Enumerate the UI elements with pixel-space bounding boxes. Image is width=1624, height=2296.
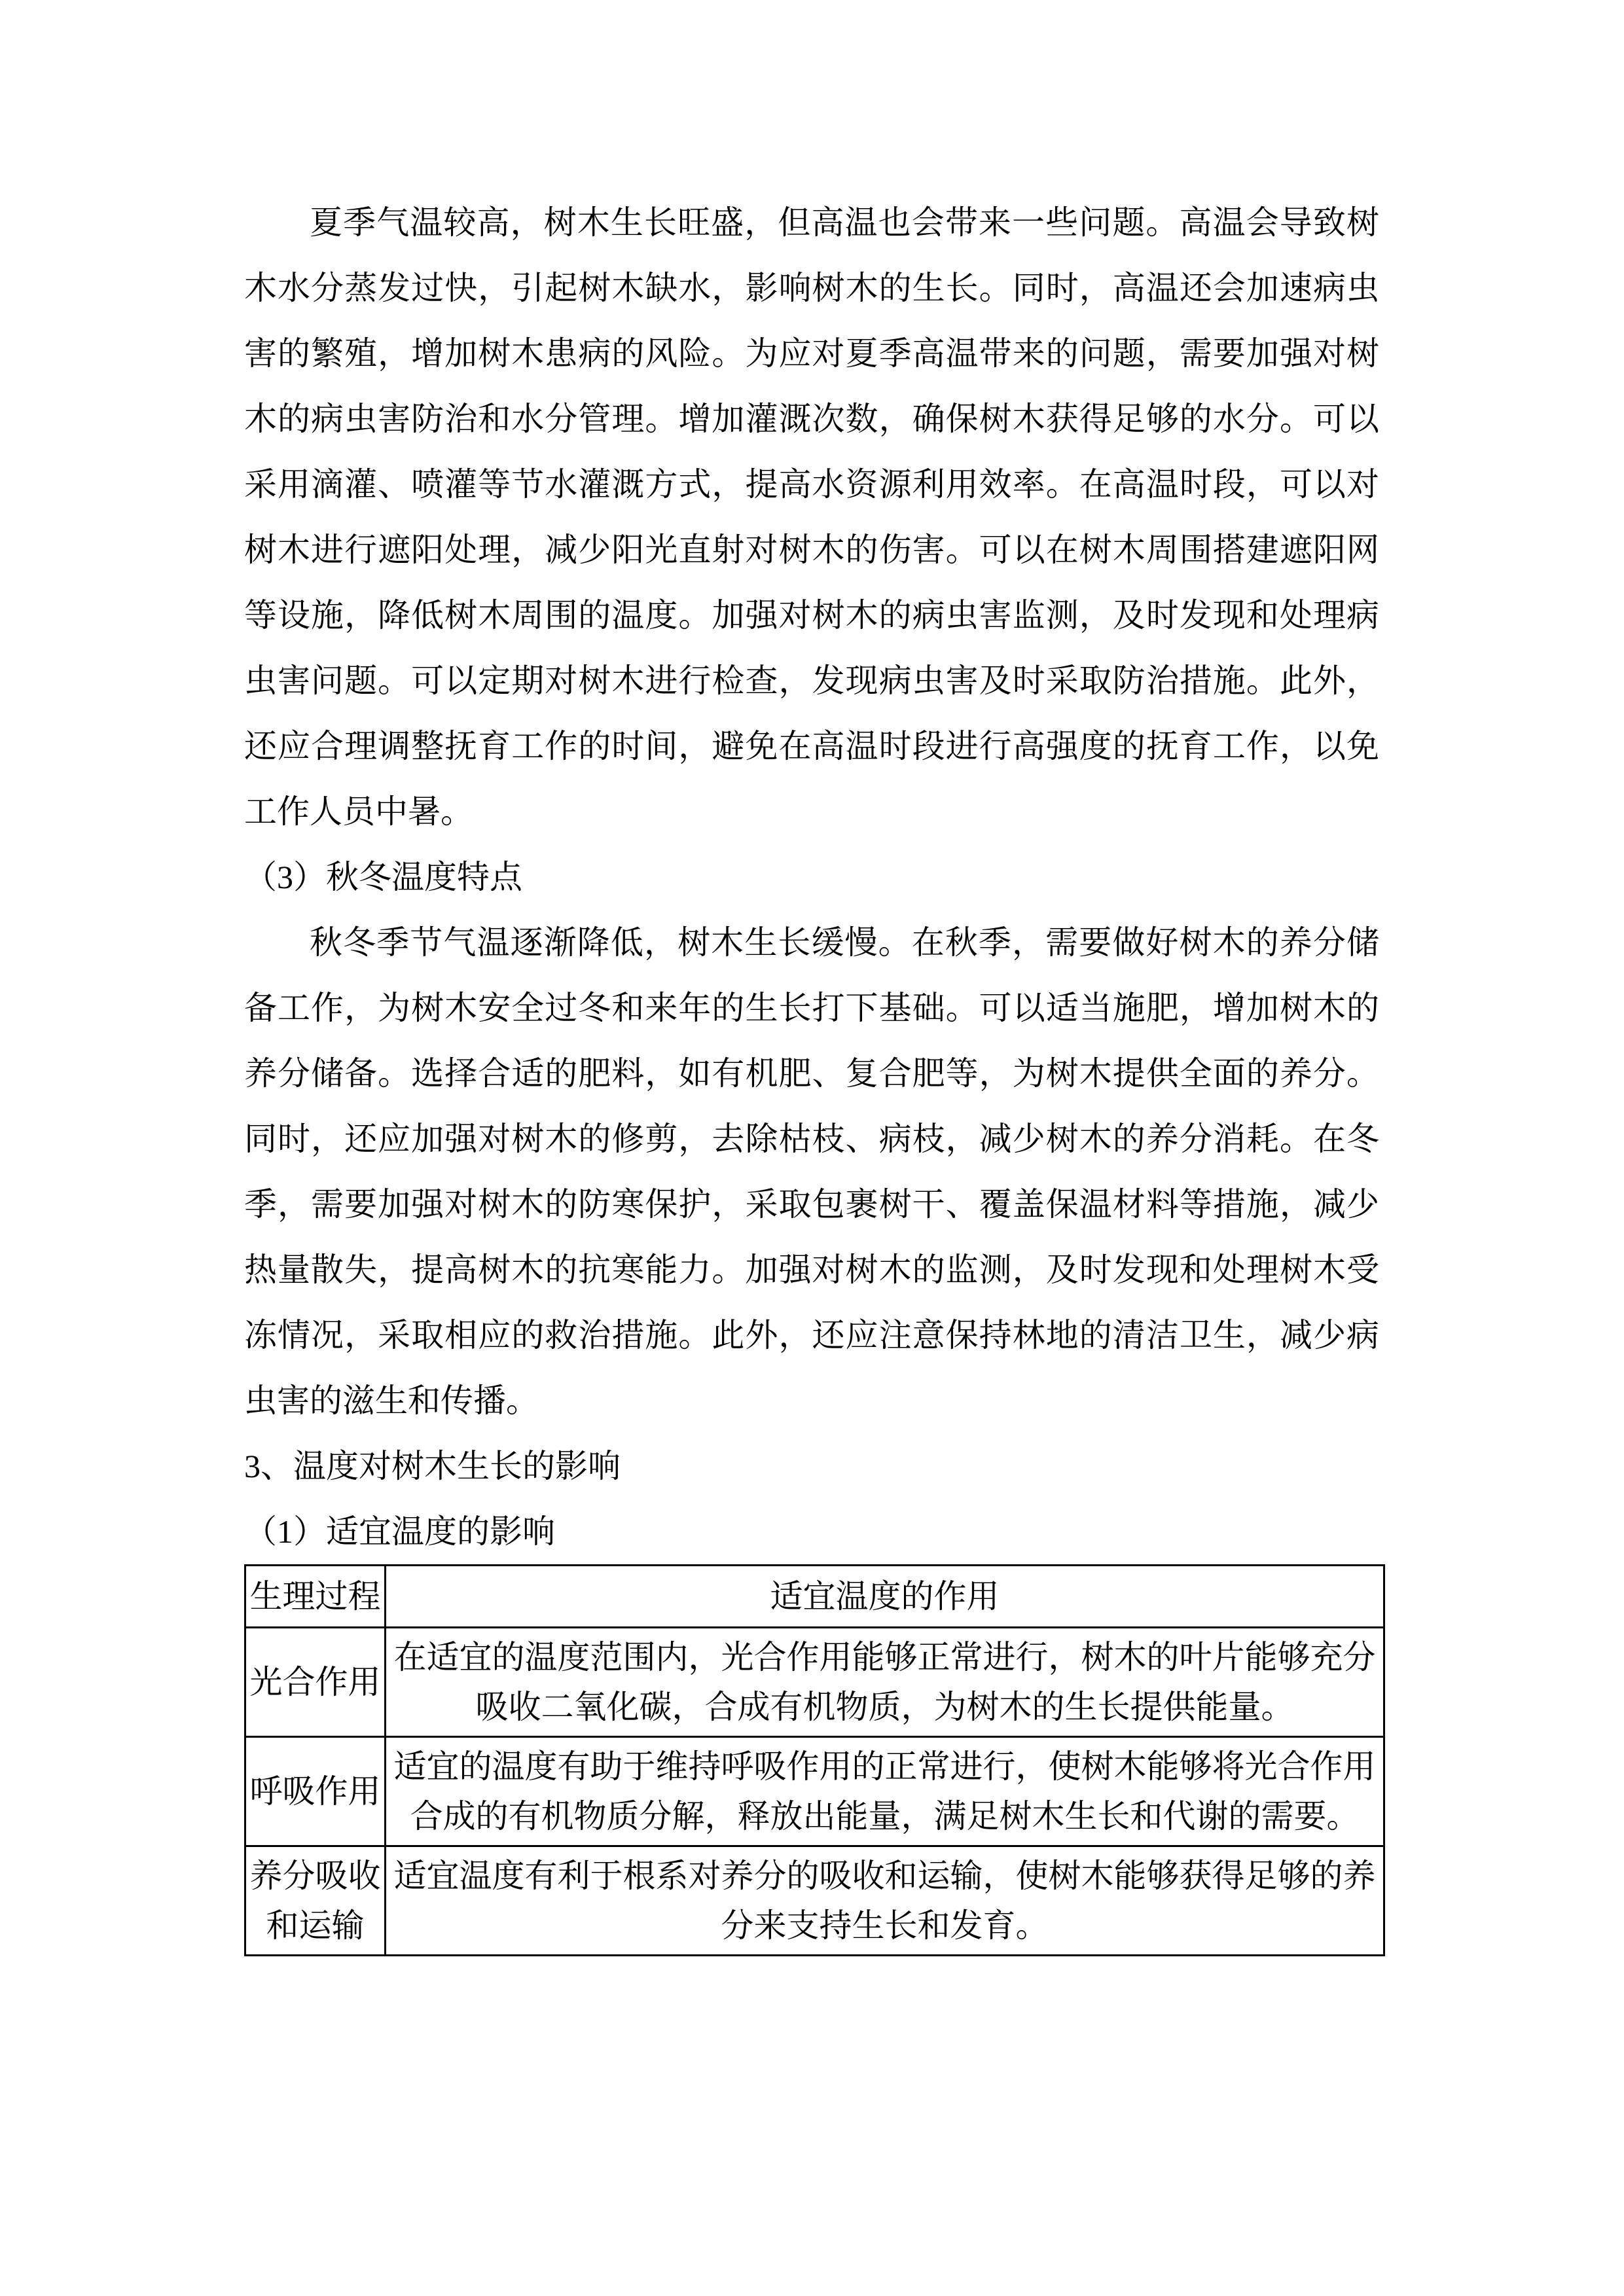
table-row-nutrient-absorption xyxy=(245,1846,1384,1956)
column-header-physiological-process: 生理过程 xyxy=(245,1566,386,1628)
suitable-temperature-table xyxy=(244,1564,1385,1956)
paragraph-summer-temperature: 夏季气温较高，树木生长旺盛，但高温也会带来一些问题。高温会导致树木水分蒸发过快，引起树木缺水，影响树木的生长。同时，高温还会加速病虫害的繁殖，增加树木患病的风险。为应对夏季高温带来的问题，需要加强对树木的病虫害防治和水分管理。增加灌溉次数，确保树木获得足够的水分。可以采用滴灌、喷灌等节水灌溉方式，提高水资源利用效率。在高温时段，可以对树木进行遮阳处理，减少阳光直射对树木的伤害。可以在树木周围搭建遮阳网等设施，降低树木周围的温度。加强对树木的病虫害监测，及时发现和处理病虫害问题。可以定期对树木进行检查，发现病虫害及时采取防治措施。此外，还应合理调整抚育工作的时间，避免在高温时段进行高强度的抚育工作，以免工作人员中暑。 xyxy=(244,204,1379,830)
cell-process-nutrient-absorption: 养分吸收和运输 xyxy=(245,1846,386,1956)
heading-suitable-temperature-effect: （1）适宜温度的影响 xyxy=(244,1513,555,1550)
table-header-row xyxy=(245,1566,1384,1628)
column-header-suitable-temperature-role: 适宜温度的作用 xyxy=(386,1566,1384,1628)
cell-effect-respiration: 适宜的温度有助于维持呼吸作用的正常进行，使树木能够将光合作用合成的有机物质分解，释放出能量，满足树木生长和代谢的需要。 xyxy=(386,1737,1384,1846)
paragraph-autumn-winter-management: 秋冬季节气温逐渐降低，树木生长缓慢。在秋季，需要做好树木的养分储备工作，为树木安全过冬和来年的生长打下基础。可以适当施肥，增加树木的养分储备。选择合适的肥料，如有机肥、复合肥等，为树木提供全面的养分。同时，还应加强对树木的修剪，去除枯枝、病枝，减少树木的养分消耗。在冬季，需要加强对树木的防寒保护，采取包裹树干、覆盖保温材料等措施，减少热量散失，提高树木的抗寒能力。加强对树木的监测，及时发现和处理树木受冻情况，采取相应的救治措施。此外，还应注意保持林地的清洁卫生，减少病虫害的滋生和传播。 xyxy=(244,924,1379,1419)
cell-effect-nutrient-absorption: 适宜温度有利于根系对养分的吸收和运输，使树木能够获得足够的养分来支持生长和发育。 xyxy=(386,1846,1384,1956)
cell-effect-photosynthesis: 在适宜的温度范围内，光合作用能够正常进行，树木的叶片能够充分吸收二氧化碳，合成有机物质，为树木的生长提供能量。 xyxy=(386,1628,1384,1737)
cell-process-photosynthesis: 光合作用 xyxy=(245,1628,386,1737)
table-row-respiration xyxy=(245,1737,1384,1846)
heading-temperature-effect-on-growth: 3、温度对树木生长的影响 xyxy=(244,1448,621,1484)
heading-autumn-winter-temperature: （3）秋冬温度特点 xyxy=(244,859,522,895)
document-content xyxy=(244,190,1379,1956)
cell-process-respiration: 呼吸作用 xyxy=(245,1737,386,1846)
table-row-photosynthesis xyxy=(245,1628,1384,1737)
